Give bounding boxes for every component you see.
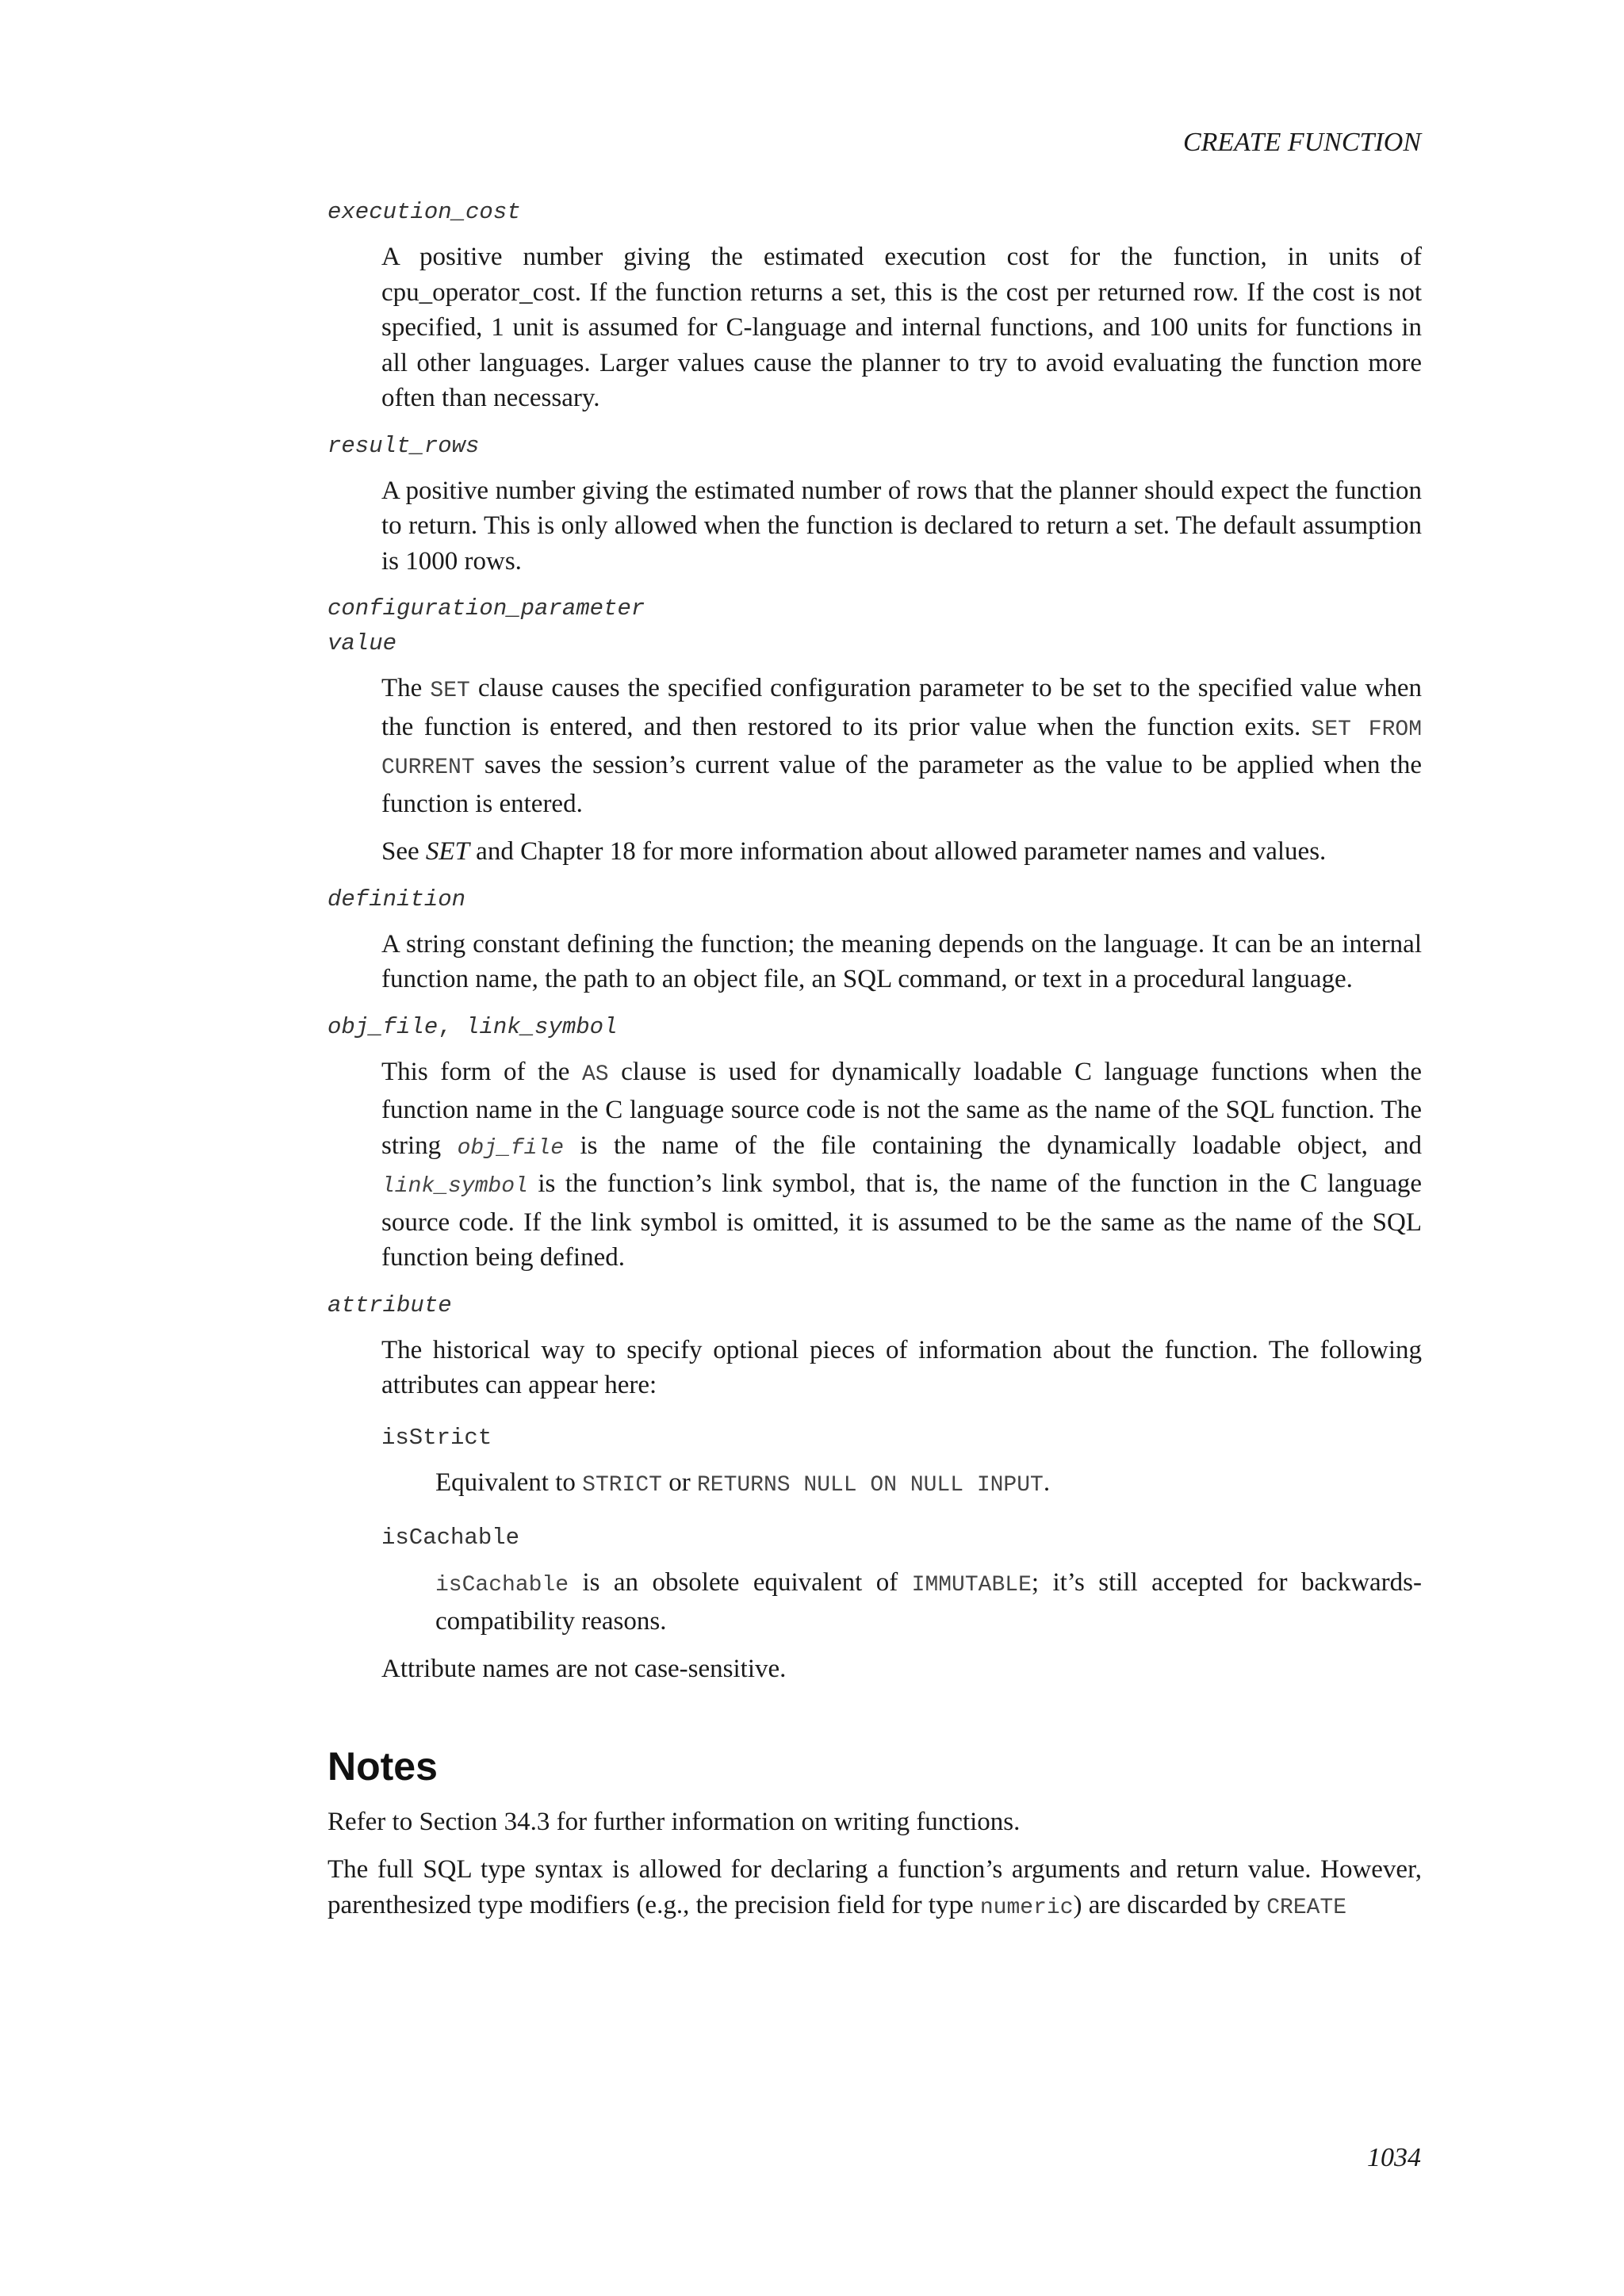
text-run: is the name of the file containing the dynamically loadable object, and — [564, 1131, 1422, 1160]
term-result-rows: result_rows — [327, 432, 480, 459]
subterm-iscachable: isCachable — [381, 1525, 520, 1551]
subterm-isstrict: isStrict — [381, 1424, 492, 1451]
paragraph: A string constant defining the function; the meaning depends on the language. It can be an internal function name, the path to an object file, an SQL command, or text in a procedural language. — [381, 929, 1422, 993]
inline-code: AS — [581, 1062, 609, 1087]
term-part: link_symbol — [465, 1013, 618, 1040]
definition-obj-file — [381, 1054, 1422, 1276]
text-run: clause causes the specified configuration parameter to be set to the specified value when the function is entered, and then restored to its prior value when the function exits. — [381, 674, 1422, 741]
section-heading-notes: Notes — [327, 1743, 438, 1789]
inline-code: RETURNS NULL ON NULL INPUT — [696, 1472, 1044, 1498]
text-run: and Chapter 18 for more information about allowed parameter names and values. — [469, 837, 1327, 866]
term-part: obj_file — [327, 1013, 439, 1040]
definition-attribute — [381, 1333, 1422, 1687]
text-run: is an obsolete equivalent of — [569, 1568, 912, 1597]
term-obj-file-link-symbol — [327, 1010, 1422, 1045]
inline-code: CREATE — [1266, 1895, 1347, 1920]
inline-code-replaceable: link_symbol — [381, 1174, 528, 1199]
paragraph: Refer to Section 34.3 for further information on writing functions. — [327, 1807, 1021, 1836]
text-run: is the function’s link symbol, that is, the name of the function in the C language source code. If the link symbol is omitted, it is assumed to be the same as the name of the SQL function being defined. — [381, 1169, 1422, 1272]
term-attribute: attribute — [327, 1292, 452, 1318]
paragraph: A positive number giving the estimated number of rows that the planner should expect the function to return. This is only allowed when the function is declared to return a set. The default assumption is 1000 rows. — [381, 476, 1422, 576]
definition-result-rows — [381, 473, 1422, 580]
paragraph — [381, 834, 1422, 870]
term-separator: , — [438, 1013, 466, 1040]
paragraph — [435, 1465, 1422, 1504]
term-definition: definition — [327, 886, 466, 913]
term-execution-cost: execution_cost — [327, 199, 521, 225]
text-run: This form of the — [381, 1057, 582, 1086]
text-run: or — [661, 1468, 697, 1497]
text-run: Equivalent to — [435, 1468, 583, 1497]
paragraph: A positive number giving the estimated execution cost for the function, in units of cpu_operator_cost. If the function returns a set, this is the cost per returned row. If the cost is not specified, 1 unit is assumed for C-language and internal functions, and 100 units for functions in all other languages. Larger values cause the planner to try to avoid evaluating the function more often than necessary. — [381, 243, 1422, 412]
cross-reference: SET — [425, 837, 469, 866]
notes-section — [327, 1743, 1422, 1927]
definition-execution-cost — [381, 239, 1422, 416]
inline-code: numeric — [979, 1895, 1074, 1920]
paragraph — [381, 671, 1422, 821]
text-run: saves the session’s current value of the parameter as the value to be applied when the function is entered. — [381, 751, 1422, 818]
running-header: CREATE FUNCTION — [1182, 128, 1421, 157]
text-run: See — [381, 837, 426, 866]
page-number: 1034 — [1367, 2143, 1421, 2172]
text-run: clause is used for dynamically loadable C language functions when the function name in the C language source code is not the same as the name of the SQL function. The string — [381, 1057, 1422, 1160]
inline-code: SET FROM CURRENT — [381, 717, 1422, 780]
subdefinition-isstrict — [435, 1465, 1422, 1504]
subdefinition-iscachable — [435, 1565, 1422, 1639]
inline-code: isCachable — [435, 1573, 569, 1598]
inline-code-replaceable: obj_file — [457, 1135, 565, 1161]
text-run: ) are discarded by — [1073, 1890, 1267, 1919]
inline-code: SET — [430, 679, 470, 703]
text-run: ; it’s still accepted for backwards-compatibility reasons. — [435, 1568, 1422, 1636]
text-run: The — [381, 674, 431, 702]
inline-code: STRICT — [582, 1472, 662, 1498]
definition-configuration-parameter — [381, 671, 1422, 870]
term-configuration-parameter: configuration_parameter — [327, 595, 645, 622]
inline-code: IMMUTABLE — [911, 1573, 1032, 1598]
definition-definition — [381, 927, 1422, 997]
paragraph — [381, 1054, 1422, 1276]
term-value: value — [327, 630, 397, 656]
paragraph: The historical way to specify optional pieces of information about the function. The following attributes can appear here: — [381, 1335, 1422, 1399]
text-run: . — [1043, 1468, 1051, 1497]
page-content — [327, 195, 1422, 1938]
paragraph — [435, 1565, 1422, 1639]
paragraph: Attribute names are not case-sensitive. — [381, 1655, 787, 1683]
text-run: The full SQL type syntax is allowed for declaring a function’s arguments and return value. However, parenthesized type modifiers (e.g., the precision field for type — [327, 1855, 1422, 1919]
paragraph — [327, 1852, 1422, 1926]
